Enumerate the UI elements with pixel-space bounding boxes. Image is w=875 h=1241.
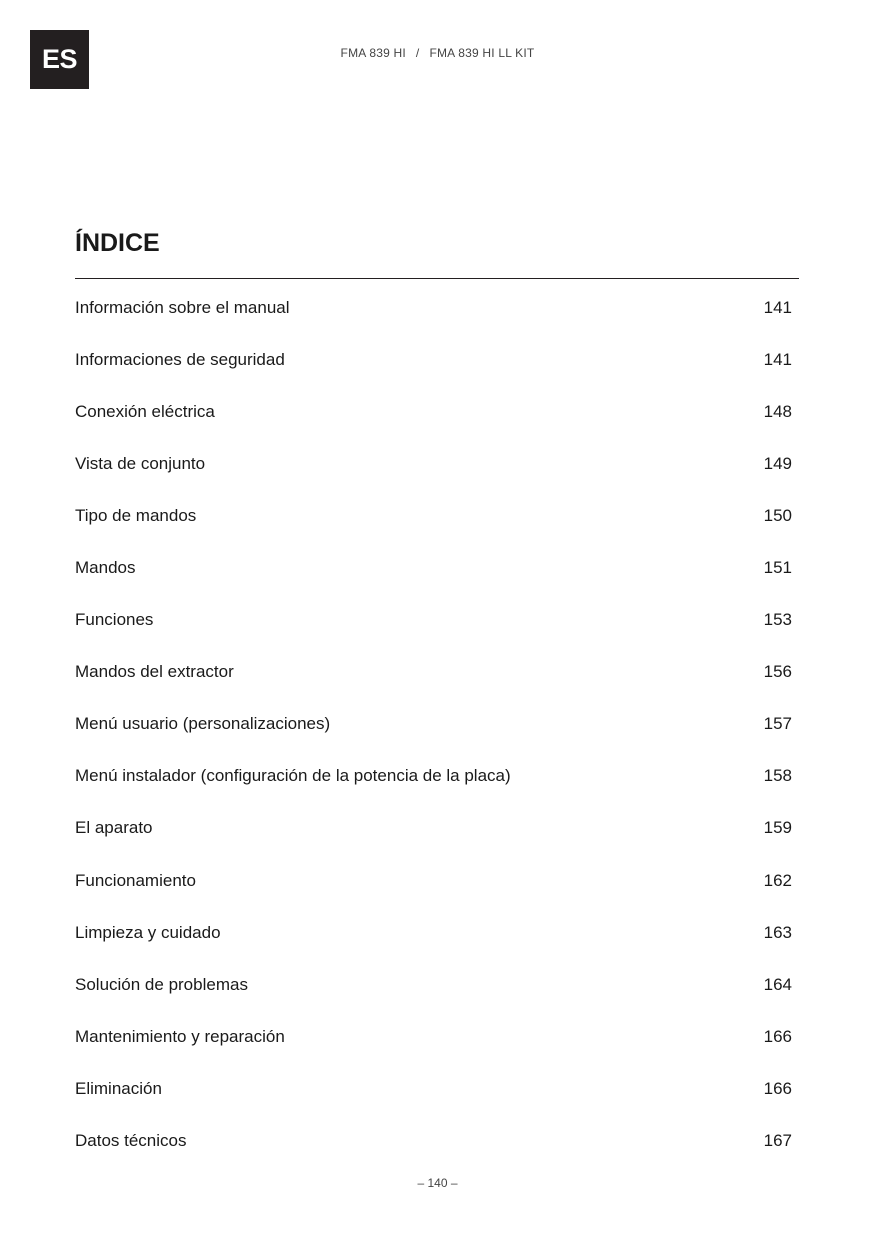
toc-entry-mandos-extractor[interactable] [75, 646, 792, 698]
toc-entry-vista-conjunto[interactable] [75, 438, 792, 490]
toc-entry-page: 158 [763, 766, 792, 786]
toc-entry-page: 166 [763, 1078, 792, 1098]
toc-entry-label: Mantenimiento y reparación [75, 1026, 285, 1046]
toc-entry-page: 141 [763, 298, 792, 318]
toc-entry-menu-instalador[interactable] [75, 750, 792, 802]
toc-entry-page: 157 [763, 714, 792, 734]
toc-entry-label: Mandos [75, 558, 136, 578]
toc-entry-menu-usuario[interactable] [75, 698, 792, 750]
toc-entry-mandos[interactable] [75, 542, 792, 594]
toc-entry-informaciones-seguridad[interactable] [75, 334, 792, 386]
toc-entry-label: Datos técnicos [75, 1130, 187, 1150]
toc-entry-eliminacion[interactable] [75, 1063, 792, 1115]
toc-entry-page: 163 [763, 922, 792, 942]
toc-entry-page: 156 [763, 662, 792, 682]
toc-entry-label: Limpieza y cuidado [75, 922, 221, 942]
title-divider [75, 278, 799, 279]
toc-entry-page: 148 [763, 402, 792, 422]
toc-entry-page: 167 [763, 1130, 792, 1150]
toc-entry-page: 151 [763, 558, 792, 578]
table-of-contents [75, 282, 792, 1167]
page-title: ÍNDICE [75, 229, 160, 257]
toc-entry-funcionamiento[interactable] [75, 855, 792, 907]
toc-entry-label: Funciones [75, 610, 154, 630]
toc-entry-informacion-manual[interactable] [75, 282, 792, 334]
toc-entry-label: Información sobre el manual [75, 298, 290, 318]
document-header [0, 46, 875, 60]
header-model-1: FMA 839 HI [340, 46, 406, 60]
header-model-2: FMA 839 HI LL KIT [429, 46, 535, 60]
toc-entry-mantenimiento-reparacion[interactable] [75, 1011, 792, 1063]
toc-entry-label: Funcionamiento [75, 870, 196, 890]
toc-entry-label: Tipo de mandos [75, 506, 197, 526]
toc-entry-label: Mandos del extractor [75, 662, 234, 682]
toc-entry-datos-tecnicos[interactable] [75, 1115, 792, 1167]
toc-entry-funciones[interactable] [75, 594, 792, 646]
toc-entry-label: Solución de problemas [75, 974, 248, 994]
toc-entry-el-aparato[interactable] [75, 802, 792, 854]
toc-entry-label: Menú usuario (personalizaciones) [75, 714, 331, 734]
toc-entry-tipo-mandos[interactable] [75, 490, 792, 542]
toc-entry-page: 150 [763, 506, 792, 526]
toc-entry-label: El aparato [75, 818, 153, 838]
toc-entry-solucion-problemas[interactable] [75, 959, 792, 1011]
toc-entry-limpieza-cuidado[interactable] [75, 907, 792, 959]
toc-entry-page: 162 [763, 870, 792, 890]
header-separator: / [415, 46, 420, 60]
toc-entry-page: 166 [763, 1026, 792, 1046]
toc-entry-page: 159 [763, 818, 792, 838]
toc-entry-page: 164 [763, 974, 792, 994]
page-number: – 140 – [417, 1176, 458, 1190]
toc-entry-page: 153 [763, 610, 792, 630]
language-badge: ES [30, 30, 89, 89]
toc-entry-label: Vista de conjunto [75, 454, 206, 474]
toc-entry-label: Informaciones de seguridad [75, 350, 285, 370]
toc-entry-label: Eliminación [75, 1078, 162, 1098]
toc-entry-label: Conexión eléctrica [75, 402, 215, 422]
toc-entry-conexion-electrica[interactable] [75, 386, 792, 438]
toc-entry-label: Menú instalador (configuración de la potencia de la placa) [75, 766, 511, 786]
toc-entry-page: 141 [763, 350, 792, 370]
toc-entry-page: 149 [763, 454, 792, 474]
